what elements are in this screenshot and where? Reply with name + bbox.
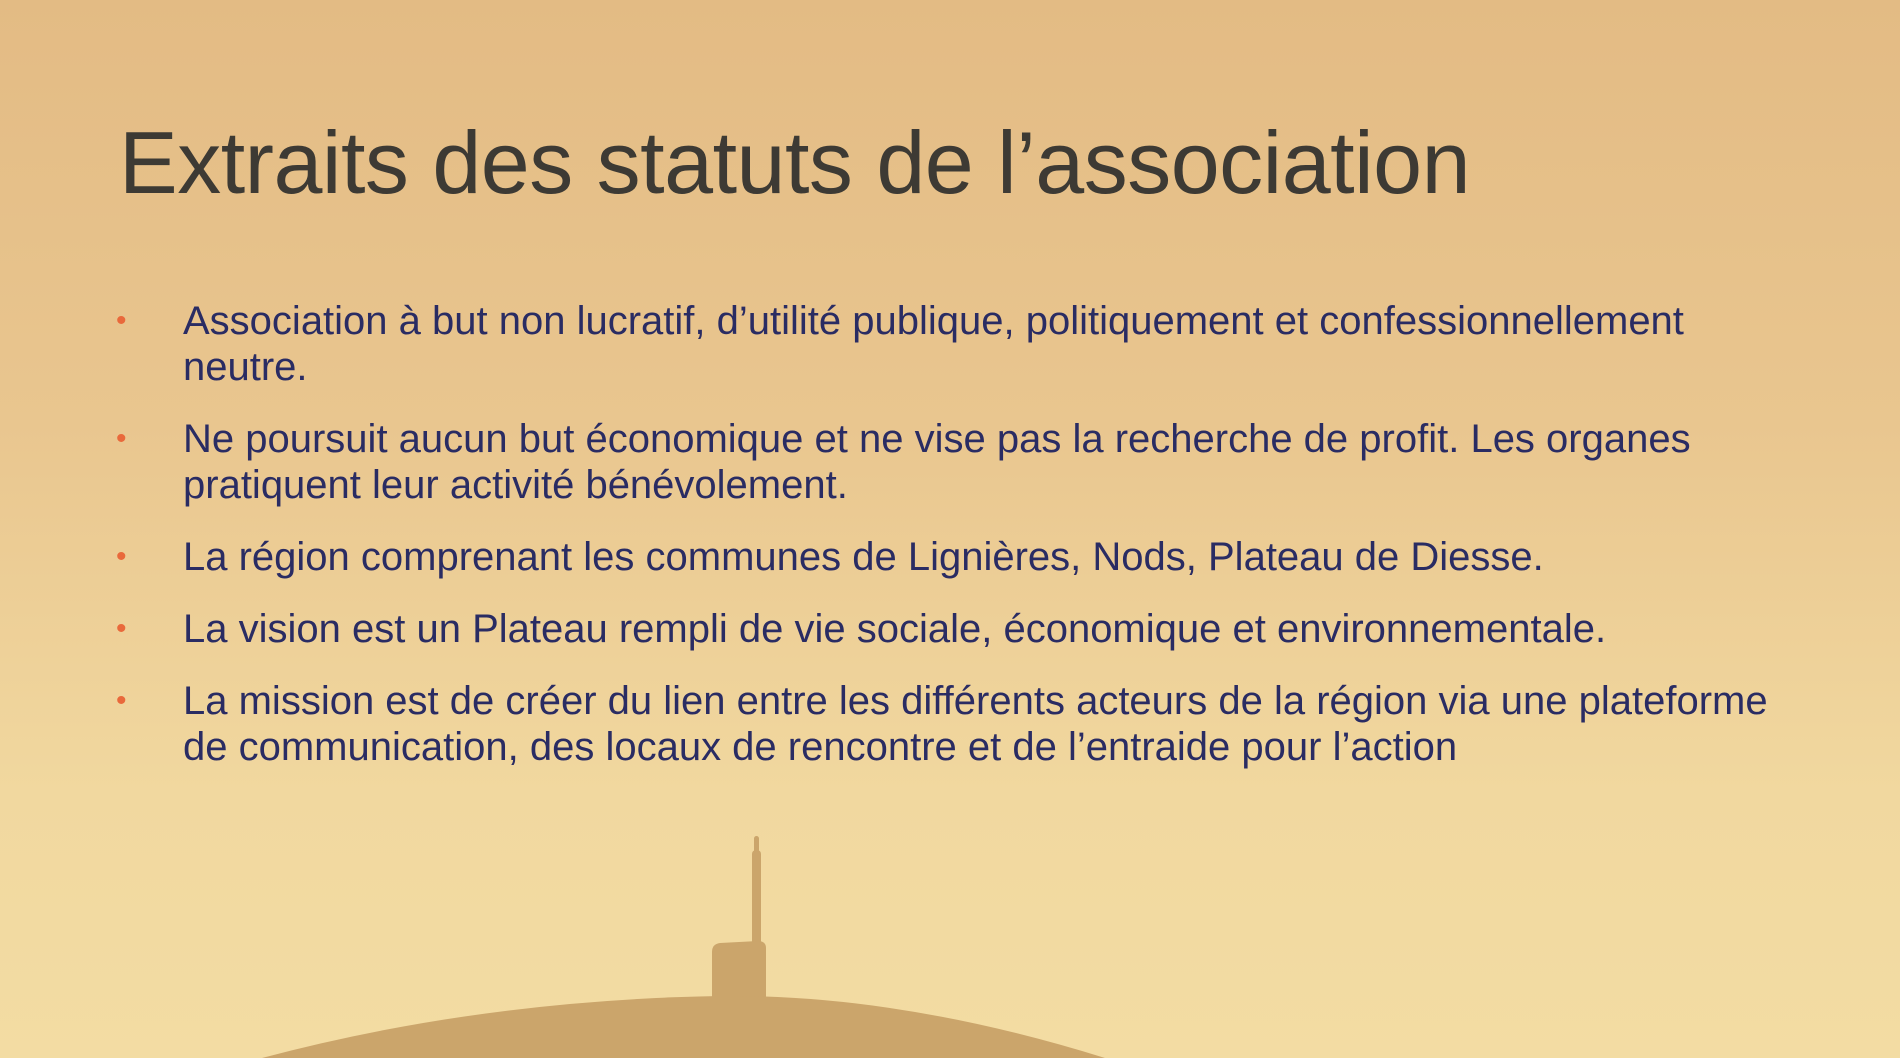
antenna-tip xyxy=(754,836,759,856)
bullet-item xyxy=(116,606,1796,652)
bullet-text: La région comprenant les communes de Lignières, Nods, Plateau de Diesse. xyxy=(183,535,1544,579)
hill-tower-silhouette xyxy=(0,828,1900,1058)
bullet-text: La mission est de créer du lien entre les différents acteurs de la région via une plateforme de communication, des locaux de rencontre et de l’entraide pour l’action xyxy=(183,679,1768,769)
bullet-text: Association à but non lucratif, d’utilité publique, politiquement et confessionnellement neutre. xyxy=(183,299,1684,389)
bullet-item xyxy=(116,534,1796,580)
bullet-dot-icon: • xyxy=(116,684,127,717)
bullet-dot-icon: • xyxy=(116,612,127,645)
slide-title: Extraits des statuts de l’association xyxy=(119,113,1471,212)
hill-shape xyxy=(262,996,1105,1058)
bullet-item xyxy=(116,298,1796,390)
bullet-list xyxy=(116,298,1796,796)
bullet-text: Ne poursuit aucun but économique et ne vise pas la recherche de profit. Les organes pratiquent leur activité bénévolement. xyxy=(183,417,1691,507)
bullet-item xyxy=(116,678,1796,770)
bullet-dot-icon: • xyxy=(116,304,127,337)
bullet-dot-icon: • xyxy=(116,540,127,573)
tower-body xyxy=(712,941,766,1000)
bullet-text: La vision est un Plateau rempli de vie sociale, économique et environnementale. xyxy=(183,607,1607,651)
bullet-dot-icon: • xyxy=(116,422,127,455)
bullet-item xyxy=(116,416,1796,508)
